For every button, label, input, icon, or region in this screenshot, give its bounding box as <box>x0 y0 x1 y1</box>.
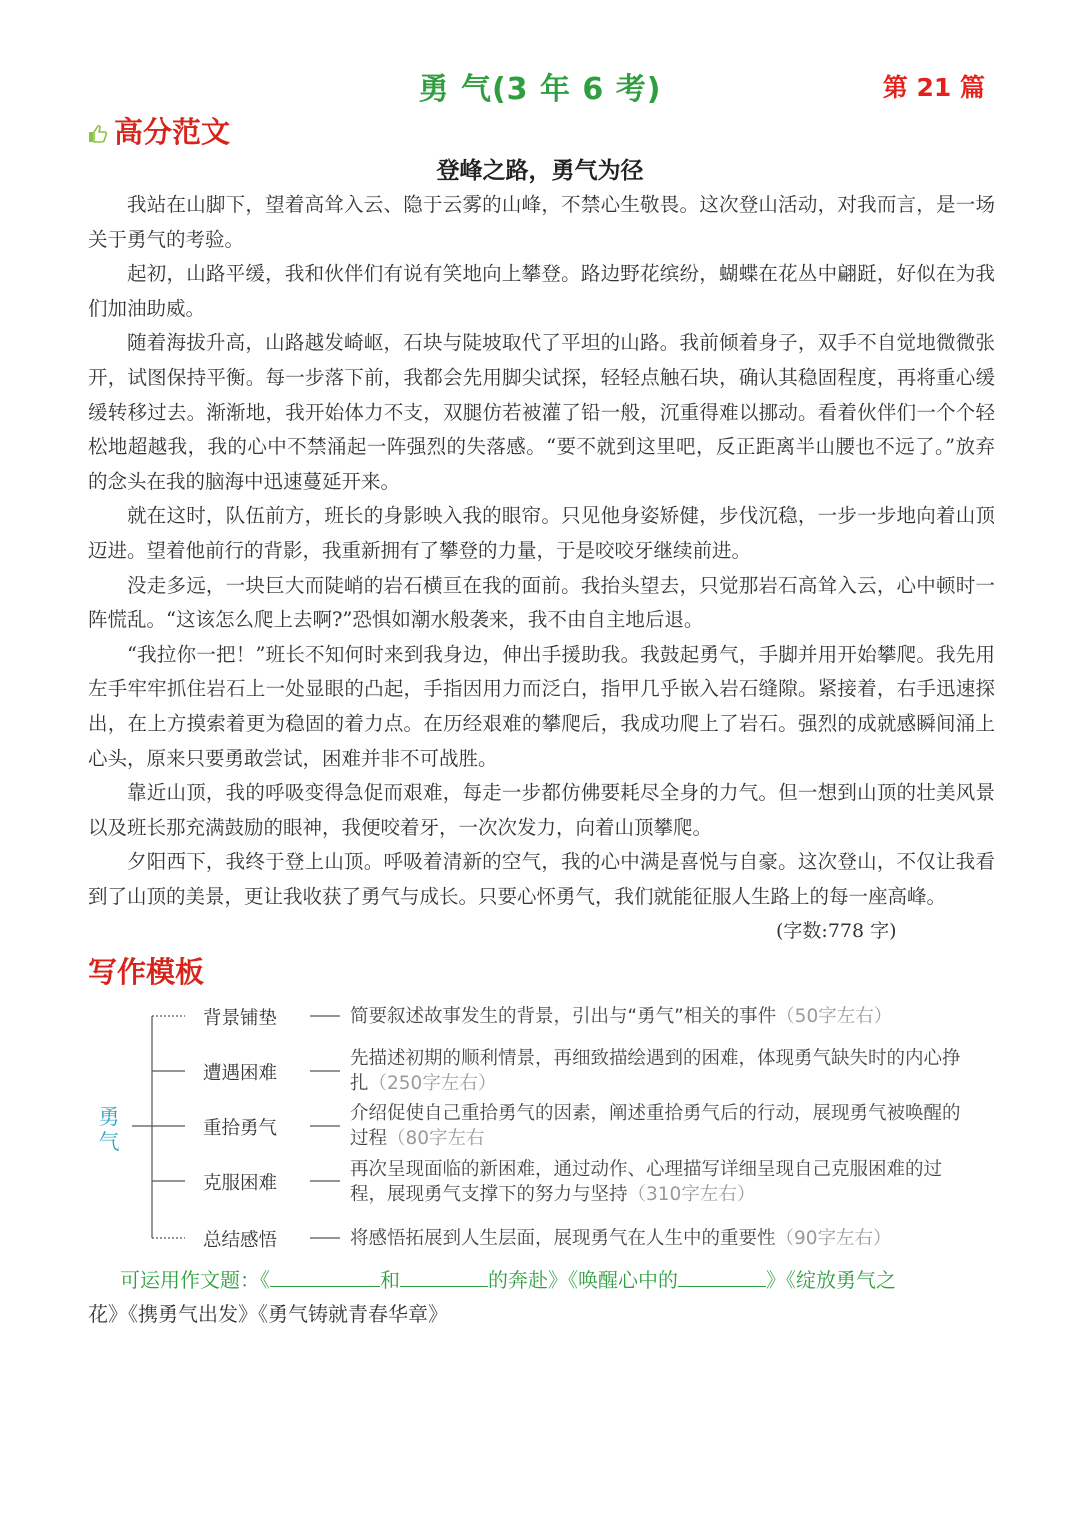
essay-paragraph: 起初，山路平缓，我和伙伴们有说有笑地向上攀登。路边野花缤纷，蝴蝶在花丛中翩跹，好似在为我们加油助威。 <box>88 262 995 320</box>
word-count: (字数:778 字) <box>776 920 897 942</box>
stage-description-text: 简要叙述故事发生的背景，引出与“勇气”相关的事件 <box>350 1006 777 1027</box>
title-fragment: 《唤醒心中的 <box>568 1268 678 1292</box>
word-hint: （80字左右 <box>387 1128 485 1149</box>
stage-label: 遭遇困难 <box>203 1063 278 1084</box>
title-fragment: 的奔赴》 <box>488 1268 568 1292</box>
title-fragment: 》 <box>766 1268 786 1292</box>
stage-description-text: 再次呈现面临的新困难，通过动作、心理描写详细呈现自己克服困难的过程，展现勇气支撑下的努力与坚持 <box>350 1159 943 1205</box>
essay-paragraph: 没走多远，一块巨大而陡峭的岩石横亘在我的面前。我抬头望去，只觉那岩石高耸入云，心中顿时一阵慌乱。“这该怎么爬上去啊?”恐惧如潮水般袭来，我不由自主地后退。 <box>88 573 995 632</box>
fill-blank <box>270 1268 380 1287</box>
title-fragment: 和 <box>380 1268 400 1292</box>
essay-title: 登峰之路，勇气为径 <box>436 157 644 184</box>
fill-blank <box>678 1268 766 1287</box>
stage-description-text: 介绍促使自己重拾勇气的因素，阐述重拾勇气后的行动，展现勇气被唤醒的过程 <box>350 1103 961 1149</box>
tree-root-label: 勇气 <box>98 1105 120 1154</box>
title-fragment: 《绽放勇气之 <box>786 1268 896 1292</box>
fill-blank <box>400 1268 488 1287</box>
writing-template-tree <box>0 995 1080 1260</box>
essay-paragraph: 我站在山脚下，望着高耸入云、隐于云雾的山峰，不禁心生敬畏。这次登山活动，对我而言，是一场关于勇气的考验。 <box>88 193 995 251</box>
stage-description <box>350 1046 975 1096</box>
essay-paragraph: 随着海拔升高，山路越发崎岖，石块与陡坡取代了平坦的山路。我前倾着身子，双手不自觉地微微张开，试图保持平衡。每一步落下前，我都会先用脚尖试探，轻轻点触石块，确认其稳固程度，再将重心缓缓转移过去。渐渐地，我开始体力不支，双腿仿若被灌了铅一般，沉重得难以挪动。看着伙伴们一个个轻松地超越我，我的心中不禁涌起一阵强烈的失落感。“要不就到这里吧，反正距离半山腰也不远了。”放弃的念头在我的脑海中迅速蔓延开来。 <box>88 331 995 493</box>
stage-description <box>350 1226 975 1251</box>
essay-paragraph: 就在这时，队伍前方，班长的身影映入我的眼帘。只见他身姿矫健，步伐沉稳，一步一步地向着山顶迈进。望着他前行的背影，我重新拥有了攀登的力量，于是咬咬牙继续前进。 <box>88 504 995 562</box>
section-heading-model-essay <box>88 110 230 151</box>
stage-label: 重拾勇气 <box>203 1118 278 1139</box>
usable-titles-lead: 可运用作文题： <box>120 1268 260 1292</box>
word-hint: （310字左右） <box>627 1184 756 1205</box>
stage-label: 克服困难 <box>203 1173 278 1194</box>
section-heading-label: 高分范文 <box>114 115 231 149</box>
stage-description-text: 先描述初期的顺利情景，再细致描绘遇到的困难，体现勇气缺失时的内心挣扎 <box>350 1048 961 1094</box>
essay-body <box>88 188 995 914</box>
stage-label: 背景铺垫 <box>203 1008 278 1029</box>
page-header <box>0 58 1080 108</box>
stage-description <box>350 1157 975 1207</box>
stage-description <box>350 1004 975 1029</box>
title-list: 《携勇气出发》《勇气铸就青春华章》 <box>128 1302 448 1326</box>
page-title: 勇 气(3 年 6 考) <box>418 72 662 107</box>
word-hint: （50字左右） <box>776 1006 893 1027</box>
word-hint: （90字左右） <box>775 1228 892 1249</box>
piece-number: 第 21 篇 <box>882 73 985 102</box>
stage-description <box>350 1101 975 1151</box>
essay-paragraph: “我拉你一把！”班长不知何时来到我身边，伸出手援助我。我鼓起勇气，手脚并用开始攀爬。我先用左手牢牢抓住岩石上一处显眼的凸起，手指因用力而泛白，指甲几乎嵌入岩石缝隙。紧接着，右手迅速探出，在上方摸索着更为稳固的着力点。在历经艰难的攀爬后，我成功爬上了岩石。强烈的成就感瞬间涌上心头，原来只要勇敢尝试，困难并非不可战胜。 <box>88 642 995 770</box>
essay-paragraph: 靠近山顶，我的呼吸变得急促而艰难，每走一步都仿佛要耗尽全身的力气。但一想到山顶的壮美风景以及班长那充满鼓励的眼神，我便咬着牙，一次次发力，向着山顶攀爬。 <box>88 781 995 839</box>
essay-paragraph: 夕阳西下，我终于登上山顶。呼吸着清新的空气，我的心中满是喜悦与自豪。这次登山，不仅让我看到了山顶的美景，更让我收获了勇气与成长。只要心怀勇气，我们就能征服人生路上的每一座高峰。 <box>88 850 995 908</box>
usable-essay-titles <box>88 1263 995 1331</box>
word-hint: （250字左右） <box>368 1073 497 1094</box>
thumbs-up-icon <box>88 124 108 144</box>
section-heading-template: 写作模板 <box>88 955 205 989</box>
stage-label: 总结感悟 <box>203 1230 278 1251</box>
title-fragment: 《 <box>260 1268 270 1292</box>
title-fragment: 花》 <box>88 1302 128 1326</box>
stage-description-text: 将感悟拓展到人生层面，展现勇气在人生中的重要性 <box>350 1228 776 1249</box>
